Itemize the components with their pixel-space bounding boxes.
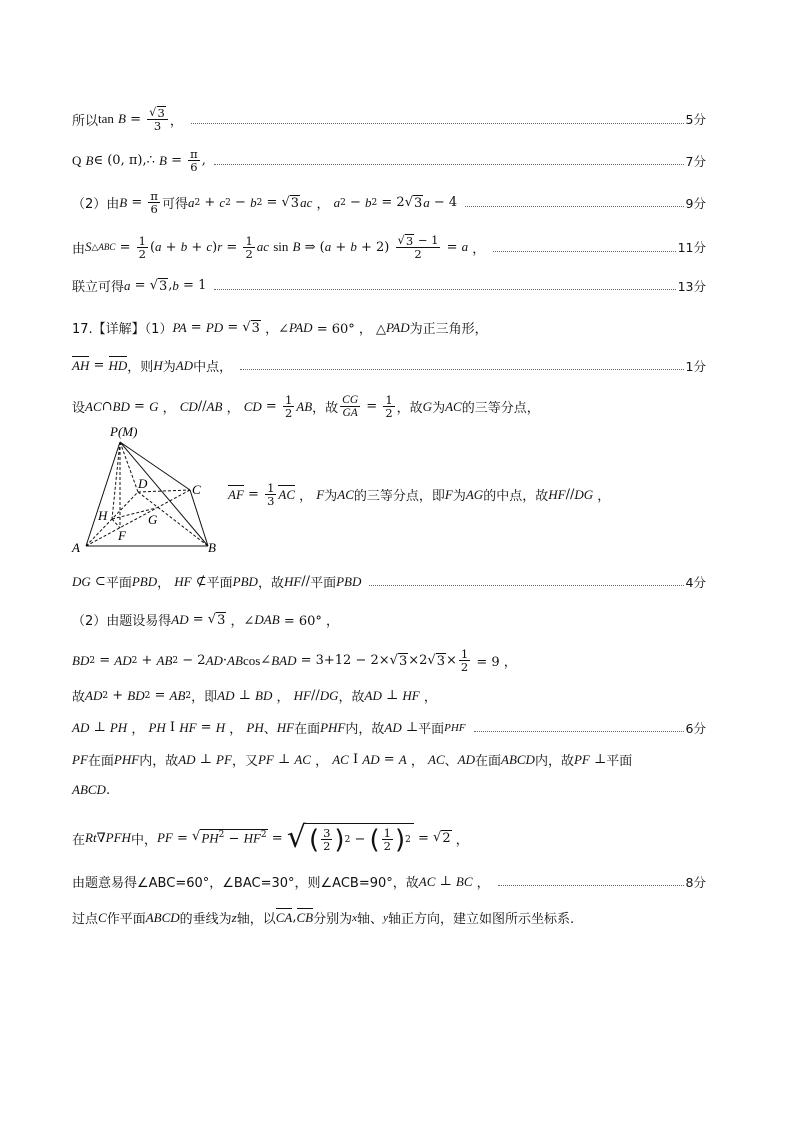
score-9: 9分: [685, 195, 706, 211]
line-part2-setup: （2）由题设易得 AD = √ 3 ，∠ DAB = 60° ，: [72, 611, 340, 629]
label-G: G: [148, 512, 158, 527]
label-F: F: [118, 528, 126, 543]
score-5: 5分: [685, 112, 706, 128]
score-6: 6分: [685, 720, 706, 736]
line-solve: 联立可得 a = √ 3 , b = 1 13分: [72, 277, 706, 295]
line-BD-squared: BD 2 = AD 2 + AB 2 − 2 AD · AB cos ∠ BAD = 3+12 − 2× √ 3 ×2 √ 3 × $\frac{1}{2}$ = 9 ，: [72, 647, 517, 675]
line-part2-cosine: （2）由 B = $\frac{\pi}{6}$ 可得 a 2 + c 2 − b 2 = √ 3 ac ， a 2 − b 2 = 2 √ 3 a − 4 9分: [72, 189, 706, 217]
pyramid-figure: [68, 420, 228, 560]
line-ABCD: ABCD .: [72, 782, 111, 798]
line-AD-perp-PHF: AD ⊥ PH ， PH I HF = H ， PH 、 HF 在面 PHF 内，故 AD ⊥ 平面 PHF 6分: [72, 719, 706, 737]
line-AD-perp-BD: 故 AD 2 + BD 2 = AB 2 ，即 AD ⊥ BD ， HF // DG ，故 AD ⊥ HF ，: [72, 687, 437, 705]
label-C: C: [192, 482, 201, 497]
score-13: 13分: [677, 278, 706, 294]
line-G-trisect: 设 AC ∩ BD = G ， CD // AB ， CD = $\frac{1}{2}$ AB ，故 $\frac{CG}{GA}$ = $\frac{1}{2}$ ，故 G 为 AC 的三等分点，: [72, 393, 540, 421]
line-area: 由 S △ABC = $\frac{1}{2}$ ( a + b + c ) r = $\frac{1}{2}$ ac sin B ⇒ ( a + b + 2) √ 3 − 1 2 = a ， 11分: [72, 233, 706, 262]
score-1: 1分: [685, 358, 706, 374]
line-PF-perp: PF 在面 PHF 内，故 AD ⊥ PF ，又 PF ⊥ AC ， AC I AD = A ， AC 、 AD 在面 ABCD 内，故 PF ⊥ 平面: [72, 751, 633, 769]
label-P: P(M): [110, 424, 138, 439]
line-q17-head: 17.【详解】（1） PA = PD = √ 3 ，∠ PAD = 60° ， △ PAD 为正三角形，: [72, 319, 488, 337]
line-angles: 由题意易得∠ABC=60°，∠BAC=30°，则∠ACB=90°，故 AC ⊥ BC ， 8分: [72, 873, 706, 891]
label-H: H: [98, 508, 108, 523]
label-B: B: [208, 540, 216, 555]
score-7: 7分: [685, 153, 706, 169]
line-B-range: Q B ∈ (0, π),∴ B = $\frac{\pi}{6}$ , 7分: [72, 147, 706, 175]
line-F-midpoint: AF = $\frac{1}{3}$ AC ， F 为 AC 的三等分点，即 F 为 AG 的中点，故 HF // DG ，: [228, 481, 611, 509]
line-H-midpoint: AH = HD ，则 H 为 AD 中点， 1分: [72, 357, 706, 375]
score-8: 8分: [685, 874, 706, 890]
line-HF-parallel: DG ⊂ 平面 PBD ， HF ⊄ 平面 PBD ，故 HF // 平面 PBD 4分: [72, 573, 706, 591]
label-D: D: [138, 476, 148, 491]
line-coordinate-system: 过点 C 作平面 ABCD 的垂线为 z 轴，以 CA , CB 分别为 x 轴、 y 轴正方向，建立如图所示坐标系.: [72, 909, 575, 927]
line-PF-length: 在 Rt ∇ PFH 中， PF = √ $PH^2 - HF^2$ = √ ( $\frac{3}{2}$ ) 2 − ( $\frac{1}{2}$ ) 2 = √ 2 ，: [72, 820, 469, 855]
score-11: 11分: [677, 240, 706, 256]
line-tanB: 所以 tan B = √ 3 3 ， 5分: [72, 105, 706, 134]
score-4: 4分: [685, 574, 706, 590]
label-A: A: [72, 540, 80, 555]
